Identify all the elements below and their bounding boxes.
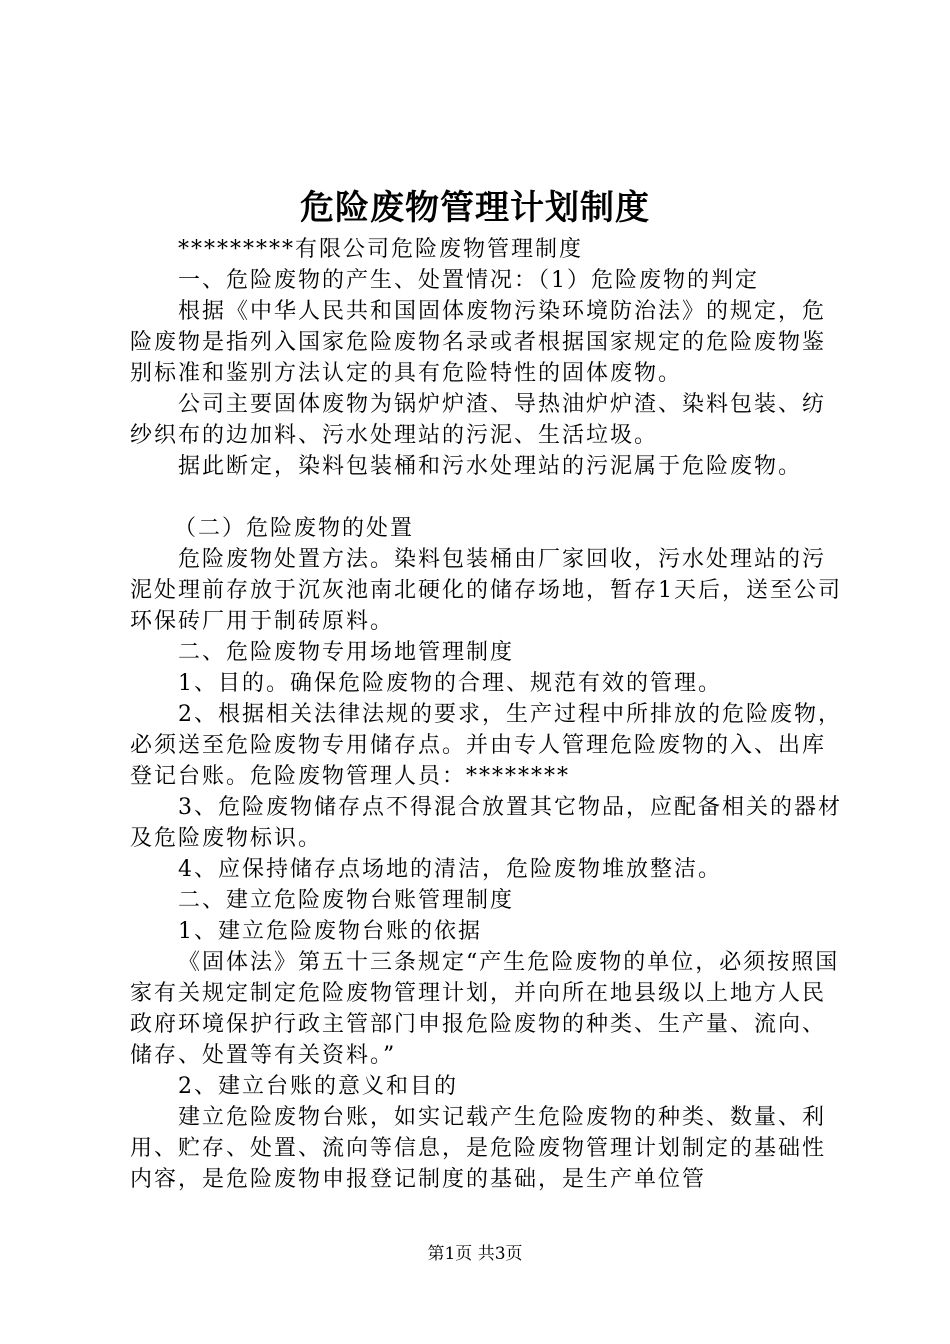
list-item: 3、危险废物储存点不得混合放置其它物品，应配备相关的器材及危险废物标识。	[130, 795, 842, 851]
section-heading-1: 一、危险废物的产生、处置情况：（1）危险废物的判定	[178, 268, 759, 293]
document-body	[130, 234, 844, 1195]
paragraph: 公司主要固体废物为锅炉炉渣、导热油炉炉渣、染料包装、纺纱织布的边加料、污水处理站的污泥、生活垃圾。	[130, 392, 827, 448]
list-item: 4、应保持储存点场地的清洁，危险废物堆放整洁。	[178, 857, 722, 882]
paragraph: 《固体法》第五十三条规定“产生危险废物的单位，必须按照国家有关规定制定危险废物管理计划，并向所在地县级以上地方人民政府环境保护行政主管部门申报危险废物的种类、生产量、流向、储存、处置等有关资料。”	[130, 950, 840, 1068]
list-item: 2、建立台账的意义和目的	[178, 1074, 458, 1099]
list-item: 2、根据相关法律法规的要求，生产过程中所排放的危险废物，必须送至危险废物专用储存点。并由专人管理危险废物的入、出库登记台账。危险废物管理人员：********	[130, 702, 842, 789]
blank-line	[130, 482, 844, 513]
paragraph: 根据《中华人民共和国固体废物污染环境防治法》的规定，危险废物是指列入国家危险废物名录或者根据国家规定的危险废物鉴别标准和鉴别方法认定的具有危险特性的固体废物。	[130, 299, 827, 386]
paragraph: 据此断定，染料包装桶和污水处理站的污泥属于危险废物。	[178, 454, 803, 479]
document-title: 危险废物管理计划制度	[300, 188, 650, 228]
section-heading-3: 二、建立危险废物台账管理制度	[178, 888, 515, 913]
company-heading: *********有限公司危险废物管理制度	[178, 237, 584, 262]
list-item: 1、目的。确保危险废物的合理、规范有效的管理。	[178, 671, 722, 696]
section-heading-2: 二、危险废物专用场地管理制度	[178, 640, 515, 665]
paragraph: 危险废物处置方法。染料包装桶由厂家回收，污水处理站的污泥处理前存放于沉灰池南北硬化的储存场地，暂存1天后，送至公司环保砖厂用于制砖原料。	[130, 547, 842, 634]
subsection-heading: （二）危险废物的处置	[174, 516, 415, 541]
list-item: 1、建立危险废物台账的依据	[178, 919, 482, 944]
paragraph: 建立危险废物台账，如实记载产生危险废物的种类、数量、利用、贮存、处置、流向等信息，是危险废物管理计划制定的基础性内容，是危险废物申报登记制度的基础，是生产单位管	[130, 1105, 827, 1192]
page-footer: 第1页 共3页	[427, 1244, 523, 1264]
